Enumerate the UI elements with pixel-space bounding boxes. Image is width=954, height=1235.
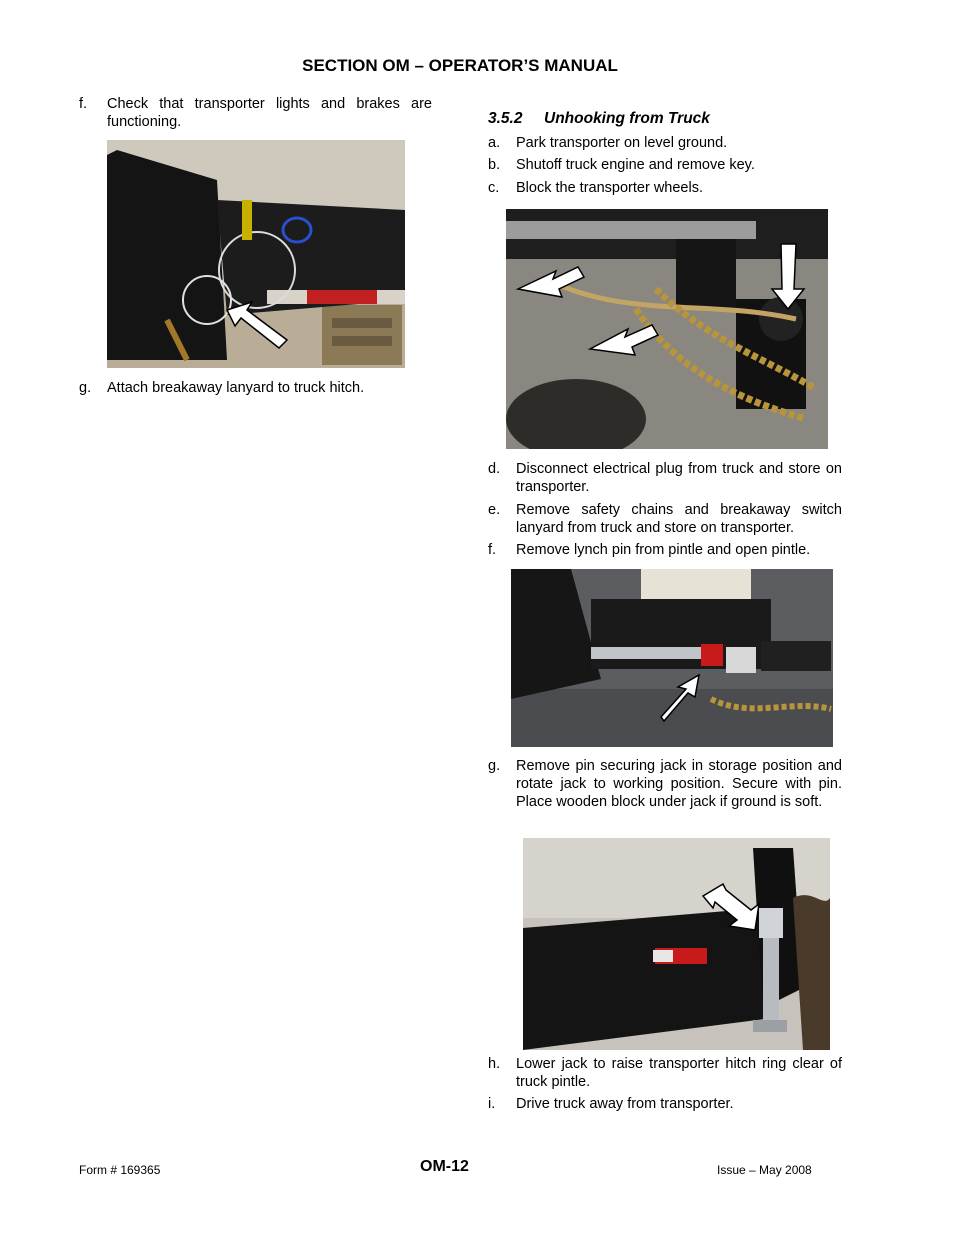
list-item	[488, 156, 842, 176]
page-header: SECTION OM – OPERATOR’S MANUAL	[302, 56, 618, 75]
list-item	[488, 134, 842, 154]
list-item	[79, 379, 432, 399]
form-number: Form # 169365	[79, 1163, 161, 1177]
item-text: Block the transporter wheels.	[516, 180, 703, 196]
item-label: f.	[79, 96, 88, 112]
item-label: g.	[488, 758, 501, 774]
item-label: e.	[488, 502, 501, 518]
list-item	[488, 501, 842, 541]
list-item	[488, 541, 842, 561]
list-item	[488, 1095, 842, 1115]
item-text: Remove safety chains and breakaway switch lanyard from truck and store on transporter.	[516, 502, 842, 536]
item-text: Drive truck away from transporter.	[516, 1096, 734, 1112]
item-text: Remove lynch pin from pintle and open pintle.	[516, 542, 811, 558]
item-text: Park transporter on level ground.	[516, 135, 728, 151]
item-text: Check that transporter lights and brakes are functioning.	[107, 96, 432, 130]
photo-truck-hitch-chains	[506, 209, 828, 449]
item-text: Shutoff truck engine and remove key.	[516, 157, 755, 173]
item-text: Remove pin securing jack in storage position and rotate jack to working position. Secure with pin. Place wooden block under jack if ground is soft.	[516, 758, 842, 810]
photo-lynch-pin	[511, 569, 833, 747]
page-number: OM-12	[420, 1158, 469, 1175]
list-item	[488, 460, 842, 500]
list-item	[488, 179, 842, 199]
item-text: Disconnect electrical plug from truck and store on transporter.	[516, 461, 842, 495]
photo-breakaway-lanyard	[107, 140, 405, 368]
subsection-heading	[488, 110, 710, 128]
item-label: h.	[488, 1056, 501, 1072]
list-item	[488, 1055, 842, 1095]
item-label: a.	[488, 135, 501, 151]
item-label: g.	[79, 380, 92, 396]
issue-date: Issue – May 2008	[717, 1163, 812, 1177]
item-label: i.	[488, 1096, 496, 1112]
item-text: Attach breakaway lanyard to truck hitch.	[107, 380, 365, 396]
item-text: Lower jack to raise transporter hitch ring clear of truck pintle.	[516, 1056, 842, 1090]
list-item	[79, 95, 432, 135]
item-label: f.	[488, 542, 497, 558]
subsection-number: 3.5.2	[488, 110, 523, 127]
list-item	[488, 757, 842, 833]
item-label: c.	[488, 180, 500, 196]
item-label: d.	[488, 461, 501, 477]
item-label: b.	[488, 157, 501, 173]
photo-jack-working-position	[523, 838, 830, 1050]
subsection-title: Unhooking from Truck	[544, 110, 710, 127]
